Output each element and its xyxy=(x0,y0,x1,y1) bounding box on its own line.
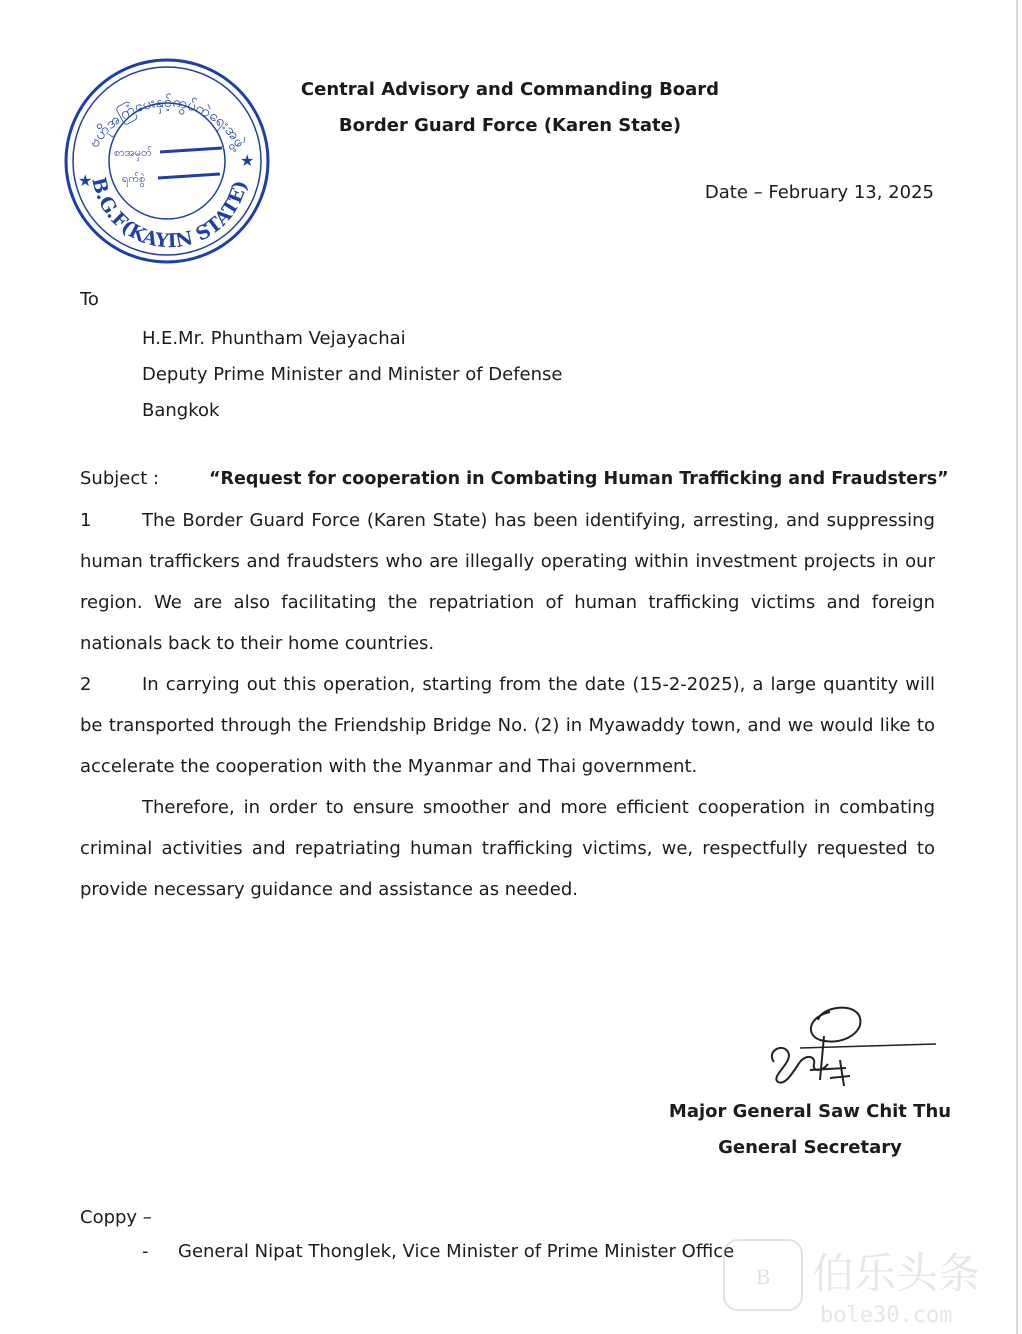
letterhead-organization: Central Advisory and Commanding Board xyxy=(300,79,720,100)
copy-bullet: - xyxy=(142,1241,149,1262)
seal-line2-label: ရက်စွဲ xyxy=(122,172,146,185)
seal-line1-rule xyxy=(160,148,222,152)
recipient-name: H.E.Mr. Phuntham Vejayachai xyxy=(142,328,406,349)
letterhead-force: Border Guard Force (Karen State) xyxy=(338,115,682,136)
bgf-seal-stamp xyxy=(62,56,272,266)
page-edge xyxy=(1016,0,1018,1334)
paragraph-2-text: In carrying out this operation, starting from the date (15-2-2025), a large quantity will be transported through the Friendship Bridge No. (2) in Myawaddy town, and we would like to accelerate the cooperation with the Myanmar and Thai government. xyxy=(80,674,935,777)
paragraph-3-text: Therefore, in order to ensure smoother and more efficient cooperation in combating criminal activities and repatriating human trafficking victims, we, respectfully requested to provide necessary guidance and assistance as needed. xyxy=(80,797,935,900)
signer-name: Major General Saw Chit Thu xyxy=(668,1101,952,1122)
paragraph-1 xyxy=(80,500,935,664)
seal-bottom-text: B.G.F(KAYIN STATE) xyxy=(87,175,252,253)
letterhead xyxy=(300,72,720,144)
recipient-city: Bangkok xyxy=(142,400,220,421)
letter-date: Date – February 13, 2025 xyxy=(704,182,934,203)
signer-title: General Secretary xyxy=(718,1137,902,1158)
watermark-url: bole30.com xyxy=(820,1303,953,1328)
seal-top-text: ဗဟိုအကြံပေးနှင့်ကွပ်ကဲရေးအဖွဲ့ xyxy=(84,92,250,151)
seal-line1-label: စာအမှတ် xyxy=(114,146,152,159)
subject-label: Subject : xyxy=(80,468,160,489)
recipient-block xyxy=(142,321,562,429)
copy-label: Coppy – xyxy=(80,1207,152,1228)
copy-recipient-text: General Nipat Thonglek, Vice Minister of Prime Minister Office xyxy=(178,1241,735,1262)
signature-block xyxy=(660,1094,960,1166)
paragraph-3 xyxy=(80,787,935,910)
watermark-logo-glyph: B xyxy=(755,1265,771,1289)
paragraph-2-number: 2 xyxy=(80,674,92,695)
to-label: To xyxy=(80,289,99,310)
seal-star-left-icon: ★ xyxy=(78,171,93,190)
copy-recipient xyxy=(142,1238,734,1266)
handwritten-signature xyxy=(760,1000,940,1100)
seal-star-right-icon: ★ xyxy=(240,151,255,170)
site-watermark xyxy=(720,1232,1020,1328)
paragraph-1-text: The Border Guard Force (Karen State) has been identifying, arresting, and suppressing human traffickers and fraudsters who are illegally operating within investment projects in our region. We are also facilitating the repatriation of human trafficking victims and foreign nationals back to their home countries. xyxy=(80,510,935,654)
paragraph-1-number: 1 xyxy=(80,510,92,531)
watermark-main-text: 伯乐头条 xyxy=(812,1249,981,1298)
paragraph-2 xyxy=(80,664,935,787)
recipient-title: Deputy Prime Minister and Minister of Defense xyxy=(142,364,563,385)
seal-line2-rule xyxy=(158,174,220,178)
subject-text: “Request for cooperation in Combating Human Trafficking and Fraudsters” xyxy=(209,469,949,489)
